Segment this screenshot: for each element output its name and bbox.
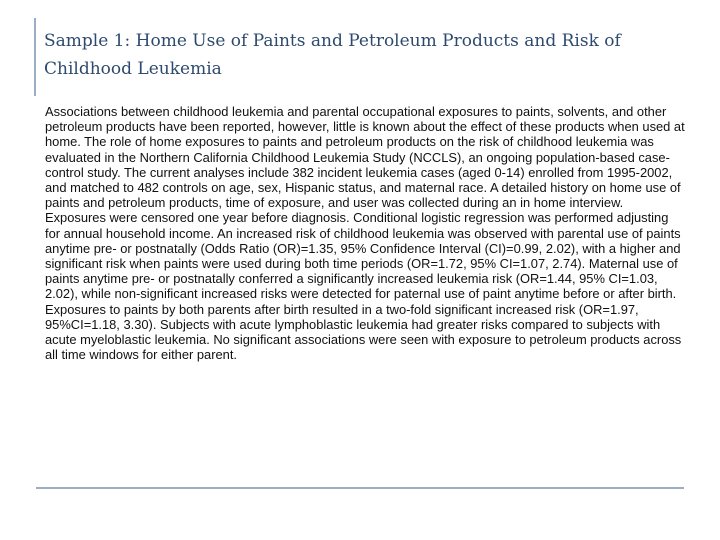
bottom-divider — [36, 487, 684, 489]
title-accent-rule — [34, 18, 36, 96]
abstract-paragraph: Associations between childhood leukemia and parental occupational exposures to paints, solvents, and other petroleum products have been reported, however, little is known about the effect of these products when used at home. The role of home exposures to paints and petroleum products on the risk of childhood leukemia was evaluated in the Northern California Childhood Leukemia Study (NCCLS), an ongoing population-based case-control study. The current analyses include 382 incident leukemia cases (aged 0-14) enrolled from 1995-2002, and matched to 482 controls on age, sex, Hispanic status, and maternal race. A detailed history on home use of paints and petroleum products, time of exposure, and user was collected during an in home interview. Exposures were censored one year before diagnosis. Conditional logistic regression was performed adjusting for annual household income. An increased risk of childhood leukemia was observed with parental use of paints anytime pre- or postnatally (Odds Ratio (OR)=1.35, 95% Confidence Interval (CI)=0.99, 2.02), with a higher and significant risk when paints were used during both time periods (OR=1.72, 95% CI=1.07, 2.74). Maternal use of paints anytime pre- or postnatally conferred a significantly increased leukemia risk (OR=1.44, 95% CI=1.03, 2.02), while non-significant increased risks were detected for paternal use of paint anytime before or after birth. Exposures to paints by both parents after birth resulted in a two-fold significant increased risk (OR=1.97, 95%CI=1.18, 3.30). Subjects with acute lymphoblastic leukemia had greater risks compared to subjects with acute myeloblastic leukemia. No significant associations were seen with exposure to petroleum products across all time windows for either parent. — [45, 104, 685, 363]
slide-title: Sample 1: Home Use of Paints and Petroleum Products and Risk of Childhood Leukemia — [44, 31, 621, 79]
